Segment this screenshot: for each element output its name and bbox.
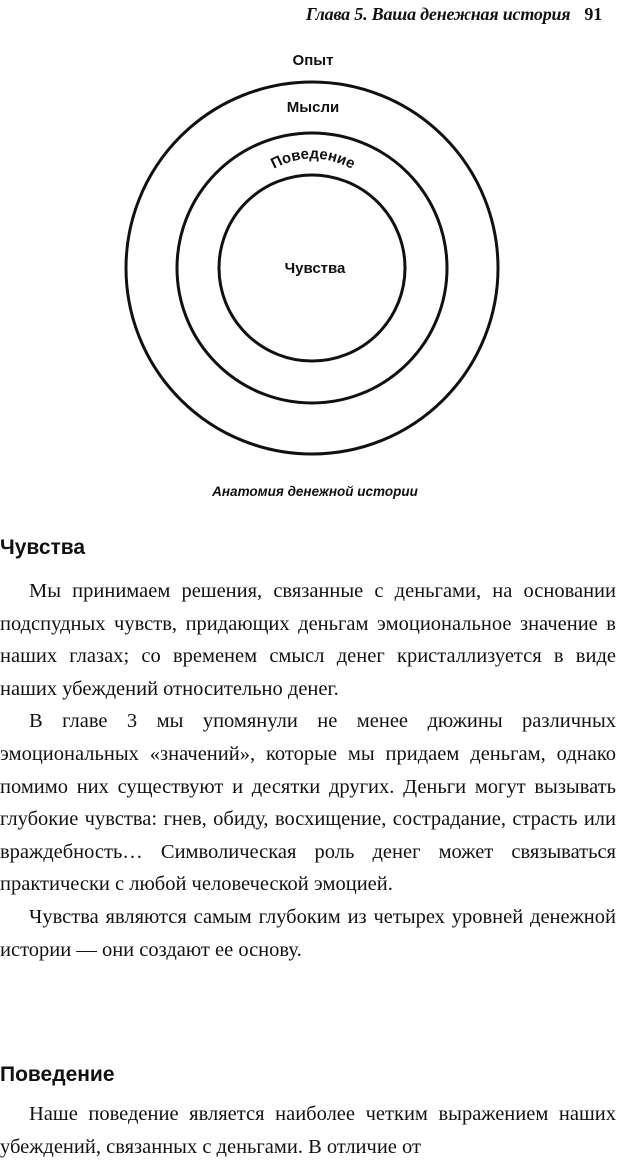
label-feelings: Чувства — [284, 260, 346, 277]
diagram-caption: Анатомия денежной истории — [212, 484, 418, 499]
paragraph: Наше поведение является наиболее четким выражением наших убеждений, связанных с деньгами. В отличие от — [0, 1103, 616, 1158]
label-experience: Опыт — [292, 52, 334, 69]
label-behavior — [268, 145, 358, 172]
label-thoughts: Мысли — [286, 99, 340, 116]
paragraph: Мы принимаем решения, связанные с деньгами, на основании подспудных чувств, придающих деньгам эмоциональное значение в наших глазах; со временем смысл денег кристаллизуется в виде наших убеждений относительно денег. — [0, 580, 616, 700]
section-heading-behavior: Поведение — [0, 1063, 115, 1086]
section-heading-feelings: Чувства — [0, 536, 86, 559]
paragraph: Чувства являются самым глубоким из четырех уровней денежной истории — они создают ее основу. — [0, 905, 616, 961]
label-behavior-text: Поведение — [268, 145, 358, 173]
paragraph: В главе 3 мы упомянули не менее дюжины различных эмоциональных «значений», которые мы придаем деньгам, однако помимо них существуют и десятки других. Деньги могут вызывать глубокие чувства: гнев, обиду, восхищение, сострадание, страсть или враждебность… Символическая роль денег может связываться практически с любой человеческой эмоцией. — [0, 710, 616, 896]
chapter-title: Глава 5. Ваша денежная история — [305, 4, 571, 24]
money-story-diagram — [0, 0, 620, 520]
section-body-feelings — [0, 575, 616, 966]
page-number: 91 — [584, 4, 602, 24]
section-body-behavior — [0, 1098, 616, 1163]
